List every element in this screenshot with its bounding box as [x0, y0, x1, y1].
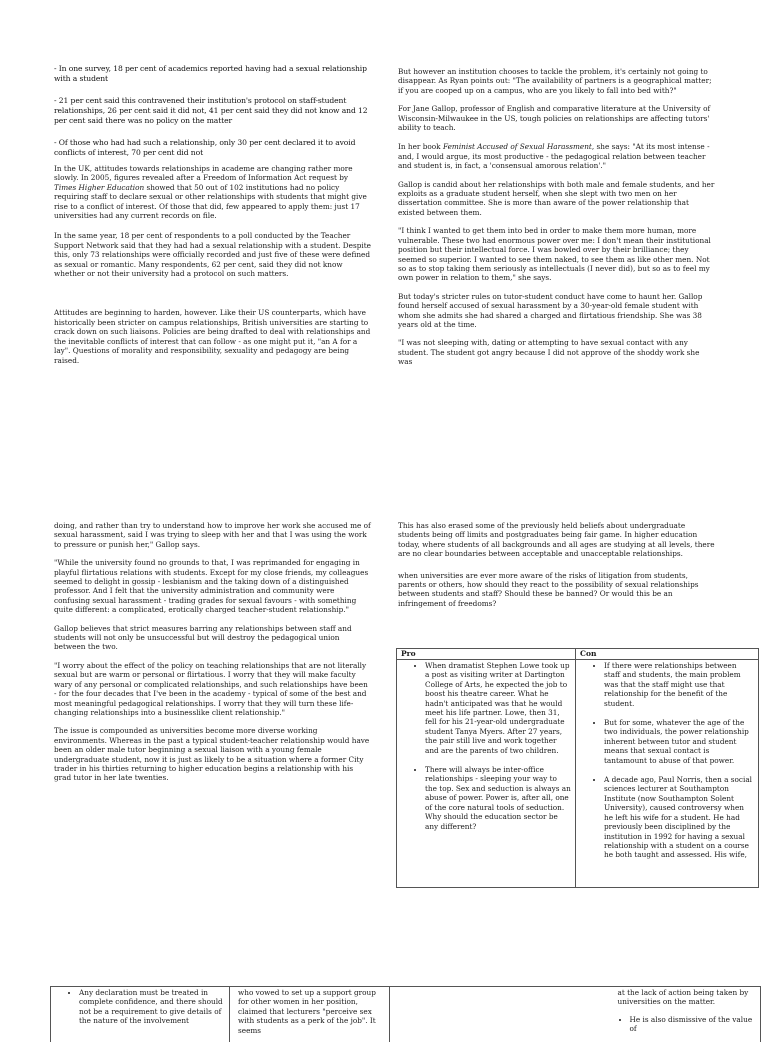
pro-item: • When dramatist Stephen Lowe took up a post as visiting writer at Dartington College of Arts, he expected the job to boost his theatre career. What he hadn't anticipated was that he would meet his life partner. Lowe, then 31, fell for his 21-year-old undergraduate student Tanya Myers. After 27 years, the pair still live and work together and are the parents of two children. [425, 661, 571, 755]
con-item: • A decade ago, Paul Norris, then a social sciences lecturer at Southampton Institute (now Southampton Solent University), caused controversy when he left his wife for a student. He had previously been disciplined by the institution in 1992 for having a sexual relationship with a student on a course he both taught and assessed. His wife, [604, 775, 754, 860]
page1-right-column [398, 67, 716, 376]
con-item: • But for some, whatever the age of the two individuals, the power relationship inherent between tutor and student means that sexual contact is tantamount to abuse of that power. [604, 718, 754, 765]
pro-header: Pro [397, 649, 576, 660]
paragraph: But today's stricter rules on tutor-student conduct have come to haunt her. Gallop found herself accused of sexual harassment by a 30-year-old female student with whom she admits she had shared a charged and flirtatious friendship. She was 38 years old at the time. [398, 291, 703, 329]
survey-bullet: - Of those who had had such a relationship, only 30 per cent declared it to avoid conflicts of interest, 70 per cent did not [54, 138, 356, 157]
page2-right-column [398, 521, 716, 617]
paragraph: For Jane Gallop, professor of English and comparative literature at the University of Wisconsin-Milwaukee in the US, tough policies on relationships are affecting tutors' ability to teach. [398, 104, 711, 133]
page3-item: at the lack of action being taken by universities on the matter. [617, 988, 749, 1007]
page1-left-column [54, 64, 372, 374]
survey-bullet: - In one survey, 18 per cent of academics reported having had a sexual relationship with a student [54, 64, 367, 83]
paragraph: Gallop is candid about her relationships with both male and female students, and her exploits as a graduate student herself, when she slept with two men on her dissertation committee. She is more than aware of the power relationship that existed between them. [398, 179, 715, 217]
page3-cell [602, 986, 761, 1042]
con-header: Con [576, 649, 759, 660]
paragraph: "I think I wanted to get them into bed in order to make them more human, more vulnerable. These two had enormous power over me: I don't mean their institutional position but their intellectual force. I was bowled over by their brilliance; they seemed so superior. I wanted to see them naked, to see them as like other men. Not so as to stop taking them seriously as intellectuals (I never did), but so as to feel my own power in relation to them," she says. [398, 226, 711, 283]
paragraph: Gallop believes that strict measures barring any relationships between staff and students will not only be unsuccessful but will destroy the pedagogical union between the two. [54, 623, 352, 652]
paragraph: In her book Feminist Accused of Sexual Harassment, she says: "At its most intense - and, I would argue, its most productive - the pedagogical relation between teacher and student is, in fact, a 'consensual amorous relation'." [398, 142, 710, 171]
paragraph: But however an institution chooses to tackle the problem, it's certainly not going to disappear. As Ryan points out: "The availability of partners is a geographical matter; if you are cooped up on a campus, who are you likely to fall into bed with?" [398, 67, 712, 95]
pro-item: • There will always be inter-office relationships - sleeping your way to the top. Sex and seduction is always an abuse of power. Power is, after all, one of the core natural tools of seduction. Why should the education sector be any different? [425, 765, 571, 831]
paragraph: In the UK, attitudes towards relationships in academe are changing rather more slowly. In 2005, figures revealed after a Freedom of Information Act request by Times Higher Education showed that 50 out of 102 institutions had no policy requiring staff to declare sexual or other relationships with students that might give rise to a conflict of interest. Of those that did, few appeared to apply them: just 17 universities had any current records on file. [54, 164, 367, 221]
book-title: Feminist Accused of Sexual Harassment [442, 142, 592, 152]
con-cell [576, 660, 759, 888]
page2-left-column [54, 521, 372, 792]
paragraph: This has also erased some of the previously held beliefs about undergraduate students being off limits and postgraduates being fair game. In higher education today, where students of all backgrounds and all ages are studying at all levels, there are no clear boundaries between acceptable and unacceptable relationships. [398, 521, 715, 559]
paragraph: "I worry about the effect of the policy on teaching relationships that are not literally sexual but are warm or personal or flirtatious. I worry that they will make faculty wary of any personal or complicated relationships, and such relationships have been - for the four decades that I've been in the academy - typical of some of the best and most meaningful pedagogical relationships. I worry that they will turn these life-changing relationships into a businesslike client relationship." [54, 660, 368, 717]
paragraph: "I was not sleeping with, dating or attempting to have sexual contact with any student. The student got angry because I did not approve of the shoddy work she was [398, 338, 700, 367]
paragraph: In the same year, 18 per cent of respondents to a poll conducted by the Teacher Support Network said that they had had a sexual relationship with a student. Despite this, only 73 relationships were officially recorded and just five of these were defined as sexual or romantic. Many respondents, 62 per cent, said they did not know whether or not their university had a protocol on such matters. [54, 231, 371, 279]
paragraph: The issue is compounded as universities become more diverse working environments. Whereas in the past a typical student-teacher relationship would have been an older male tutor beginning a sexual liaison with a young female undergraduate student, now it is just as likely to be a situation where a former City trader in his thirties returning to higher education begins a relationship with his grad tutor in her late twenties. [54, 726, 370, 783]
paragraph: Attitudes are beginning to harden, however. Like their US counterparts, which have historically been stricter on campus relationships, British universities are starting to crack down on such liaisons. Policies are being drafted to deal with relationships and the inevitable conflicts of interest that can follow - as one might put it, "an A for a lay". Questions of morality and responsibility, sexuality and pedagogy are being raised. [54, 308, 371, 365]
page3-item: • Any declaration must be treated in complete confidence, and there should not be a requirement to give details of the nature of the involvement [79, 988, 225, 1026]
publication-name: Times Higher Education [54, 182, 145, 192]
survey-bullet: - 21 per cent said this contravened their institution's protocol on staff-student relationships, 26 per cent said it did not, 41 per cent said they did not know and 12 per cent said there was no policy on the matter [54, 96, 368, 125]
paragraph: "While the university found no grounds to that, I was reprimanded for engaging in playful flirtatious relations with students. Except for my close friends, my colleagues seemed to delight in gossip - lesbianism and the taking down of a distinguished professor. And I felt that the university administration and community were confusing sexual harassment - trading grades for sexual favours - with something quite different: a complicated, erotically charged teacher-student relationship." [54, 558, 369, 615]
paragraph: when universities are ever more aware of the risks of litigation from students, parents or others, how should they react to the possibility of sexual relationships between students and staff? Should these be banned? Or would this be an infringement of freedoms? [398, 570, 699, 608]
page3-cell [51, 986, 230, 1042]
page3-cell [390, 986, 602, 1042]
con-item: • If there were relationships between staff and students, the main problem was that the staff might use that relationship for the benefit of the student. [604, 661, 754, 708]
page3-cell [230, 986, 390, 1042]
page3-item: who vowed to set up a support group for other women in her position, claimed that lecturers "perceive sex with students as a perk of the job". It seems [238, 988, 376, 1035]
pro-con-table [396, 648, 759, 888]
page3-item: • He is also dismissive of the value of [630, 1015, 757, 1034]
paragraph: doing, and rather than try to understand how to improve her work she accused me of sexual harassment, said I was trying to sleep with her and that I was using the work to pressure or punish her," Gallop says. [54, 521, 371, 549]
page3-continuation-table [50, 986, 761, 1042]
pro-cell [397, 660, 576, 888]
